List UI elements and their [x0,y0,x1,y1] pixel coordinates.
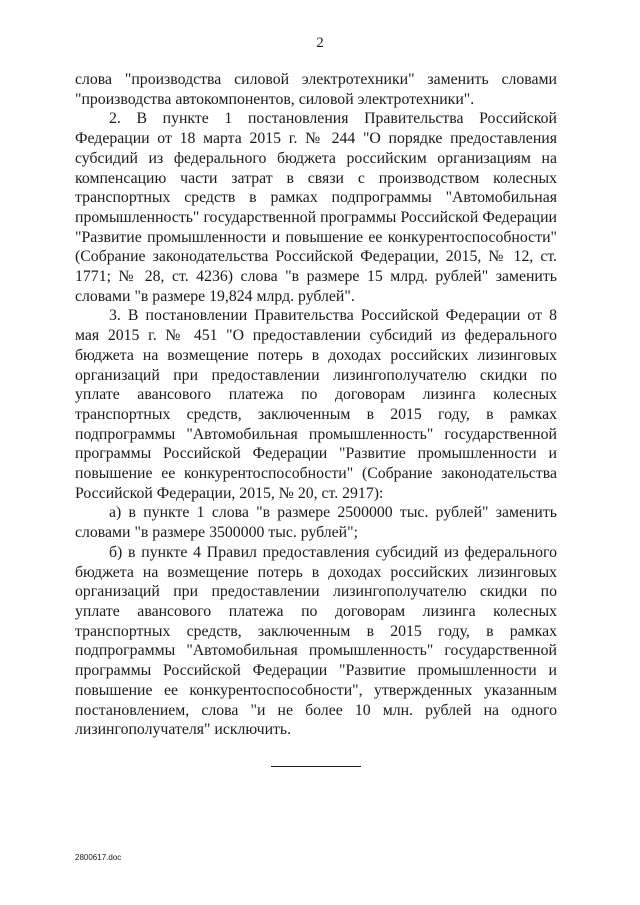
end-separator-line [271,766,361,767]
paragraph-item-2: 2. В пункте 1 постановления Правительства Российской Федерации от 18 марта 2015 г. № 244 "О порядке предоставления субсидий из федерального бюджета российским организациям на компенсацию части затрат в связи с производством колесных транспортных средств в рамках подпрограммы "Автомобильная промышленность" государственной программы Российской Федерации "Развитие промышленности и повышение ее конкурентоспособности" (Собрание законодательства Российской Федерации, 2015, № 12, ст. 1771; № 28, ст. 4236) слова "в размере 15 млрд. рублей" заменить словами "в размере 19,824 млрд. рублей". [75,110,557,305]
document-body [75,70,557,740]
paragraph-continuation: слова "производства силовой электротехники" заменить словами "производства автокомпонентов, силовой электротехники". [75,71,557,108]
paragraph-subitem-a: а) в пункте 1 слова "в размере 2500000 тыс. рублей" заменить словами "в размере 3500000 тыс. рублей"; [75,504,557,542]
page-number: 2 [316,35,324,51]
paragraph-item-3: 3. В постановлении Правительства Российской Федерации от 8 мая 2015 г. № 451 "О предоставлении субсидий из федерального бюджета на возмещение потерь в доходах российских лизинговых организаций при предоставлении лизингополучателю скидки по уплате авансового платежа по договорам лизинга колесных транспортных средств, заключенным в 2015 году, в рамках подпрограммы "Автомобильная промышленность" государственной программы Российской Федерации "Развитие промышленности и повышение ее конкурентоспособности" (Собрание законодательства Российской Федерации, 2015, № 20, ст. 2917): [75,307,557,502]
paragraph-subitem-b: б) в пункте 4 Правил предоставления субсидий из федерального бюджета на возмещение потерь в доходах российских лизинговых организаций при предоставлении лизингополучателю скидки по уплате авансового платежа по договорам лизинга колесных транспортных средств, заключенным в 2015 году, в рамках подпрограммы "Автомобильная промышленность" государственной программы Российской Федерации "Развитие промышленности и повышение ее конкурентоспособности", утвержденных указанным постановлением, слова "и не более 10 млн. рублей на одного лизингополучателя" исключить. [75,543,557,739]
document-file-reference: 2800617.doc [75,853,122,862]
